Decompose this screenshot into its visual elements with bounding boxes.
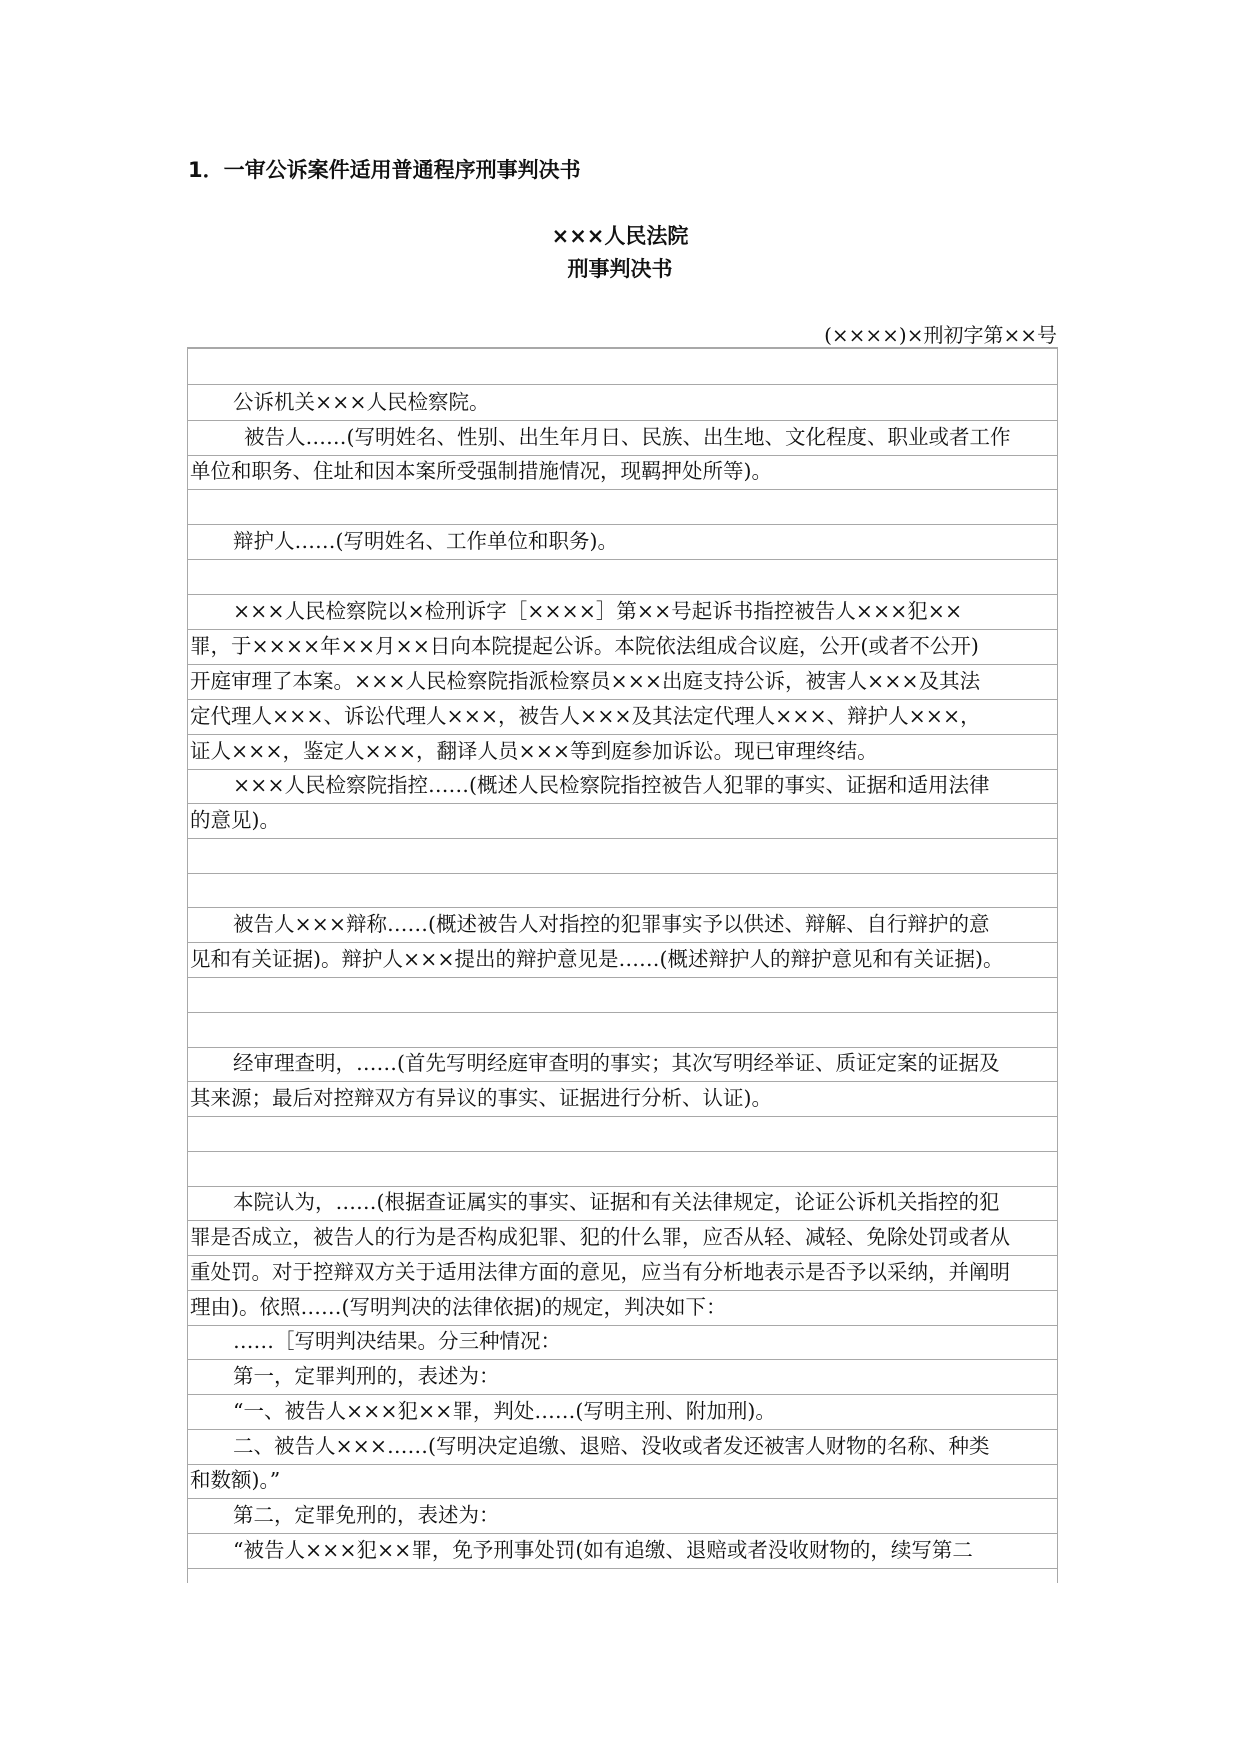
text-line: [188, 524, 1057, 560]
line-text: 辩护人……(写明姓名、工作单位和职务)。: [233, 529, 618, 553]
line-text: 单位和职务、住址和因本案所受强制措施情况，现羁押处所等)。: [190, 459, 772, 483]
blank-line: [188, 489, 1057, 525]
line-text: 理由)。依照……(写明判决的法律依据)的规定，判决如下：: [190, 1295, 727, 1319]
line-text: “一、被告人×××犯××罪，判处……(写明主刑、附加刑)。: [233, 1399, 776, 1423]
line-text: “被告人×××犯××罪，免予刑事处罚(如有追缴、退赔或者没收财物的，续写第二: [233, 1538, 973, 1562]
text-line: [188, 1498, 1057, 1534]
text-line: [188, 1533, 1057, 1569]
line-text: 第二，定罪免刑的，表述为：: [233, 1503, 500, 1527]
text-line: [188, 420, 1057, 456]
document-title: 刑事判决书: [567, 257, 673, 281]
text-line: [188, 699, 1057, 735]
line-text: 罪，于××××年××月××日向本院提起公诉。本院依法组成合议庭，公开(或者不公开): [190, 634, 979, 658]
blank-line: [188, 1151, 1057, 1187]
blank-line: [188, 872, 1057, 908]
line-text: 和数额)。”: [190, 1468, 281, 1492]
text-line: [188, 1290, 1057, 1326]
text-line: [188, 1255, 1057, 1291]
line-text: 开庭审理了本案。×××人民检察院指派检察员×××出庭支持公诉，被害人×××及其法: [190, 669, 981, 693]
text-line: [188, 1463, 1057, 1499]
line-text: 证人×××，鉴定人×××，翻译人员×××等到庭参加诉讼。现已审理终结。: [190, 739, 878, 763]
line-text: 重处罚。对于控辩双方关于适用法律方面的意见，应当有分析地表示是否予以采纳，并阐明: [190, 1260, 1010, 1284]
blank-line: [188, 1012, 1057, 1048]
blank-line: [188, 559, 1057, 595]
line-text: 定代理人×××、诉讼代理人×××，被告人×××及其法定代理人×××、辩护人×××，: [190, 704, 981, 728]
text-line: [188, 1220, 1057, 1256]
blank-line: [188, 1116, 1057, 1152]
ruled-text-area: [187, 347, 1058, 1583]
line-text: 罪是否成立，被告人的行为是否构成犯罪、犯的什么罪，应否从轻、减轻、免除处罚或者从: [190, 1225, 1010, 1249]
line-text: 本院认为，……(根据查证属实的事实、证据和有关法律规定，论证公诉机关指控的犯: [233, 1190, 1000, 1214]
line-text: ×××人民检察院指控……(概述人民检察院指控被告人犯罪的事实、证据和适用法律: [233, 773, 990, 797]
text-line: [188, 1394, 1057, 1430]
text-line: [188, 734, 1057, 770]
line-text: ……［写明判决结果。分三种情况：: [233, 1329, 561, 1353]
line-text: 被告人……(写明姓名、性别、出生年月日、民族、出生地、文化程度、职业或者工作: [244, 425, 1011, 449]
text-line: [188, 594, 1057, 630]
line-text: 第一，定罪判刑的，表述为：: [233, 1364, 500, 1388]
text-line: [188, 907, 1057, 943]
line-text: 其来源；最后对控辩双方有异议的事实、证据进行分析、认证)。: [190, 1086, 772, 1110]
text-line: [188, 664, 1057, 700]
line-text: 被告人×××辩称……(概述被告人对指控的犯罪事实予以供述、辩解、自行辩护的意: [233, 912, 990, 936]
line-text: 二、被告人×××……(写明决定追缴、退赔、没收或者发还被害人财物的名称、种类: [233, 1434, 990, 1458]
text-line: [188, 1359, 1057, 1395]
text-line: [188, 1081, 1057, 1117]
court-name: ×××人民法院: [551, 224, 689, 248]
text-line: [188, 942, 1057, 978]
blank-line: [188, 838, 1057, 874]
line-text: 经审理查明，……(首先写明经庭审查明的事实；其次写明经举证、质证定案的证据及: [233, 1051, 1000, 1075]
section-heading: 1．一审公诉案件适用普通程序刑事判决书: [188, 158, 581, 182]
document-number: (××××)×刑初字第××号: [824, 323, 1057, 347]
text-line: [188, 1185, 1057, 1221]
line-text: 见和有关证据)。辩护人×××提出的辩护意见是……(概述辩护人的辩护意见和有关证据)。: [190, 947, 1004, 971]
text-line: [188, 629, 1057, 665]
text-line: [188, 803, 1057, 839]
text-line: [188, 768, 1057, 804]
line-text: ×××人民检察院以×检刑诉字［××××］第××号起诉书指控被告人×××犯××: [233, 599, 963, 623]
blank-line: [188, 349, 1057, 385]
text-line: [188, 1324, 1057, 1360]
line-text: 的意见)。: [190, 808, 280, 832]
text-line: [188, 1046, 1057, 1082]
text-line: [188, 385, 1057, 421]
text-line: [188, 1429, 1057, 1465]
text-line: [188, 454, 1057, 490]
line-text: 公诉机关×××人民检察院。: [233, 390, 490, 414]
blank-line: [188, 977, 1057, 1013]
